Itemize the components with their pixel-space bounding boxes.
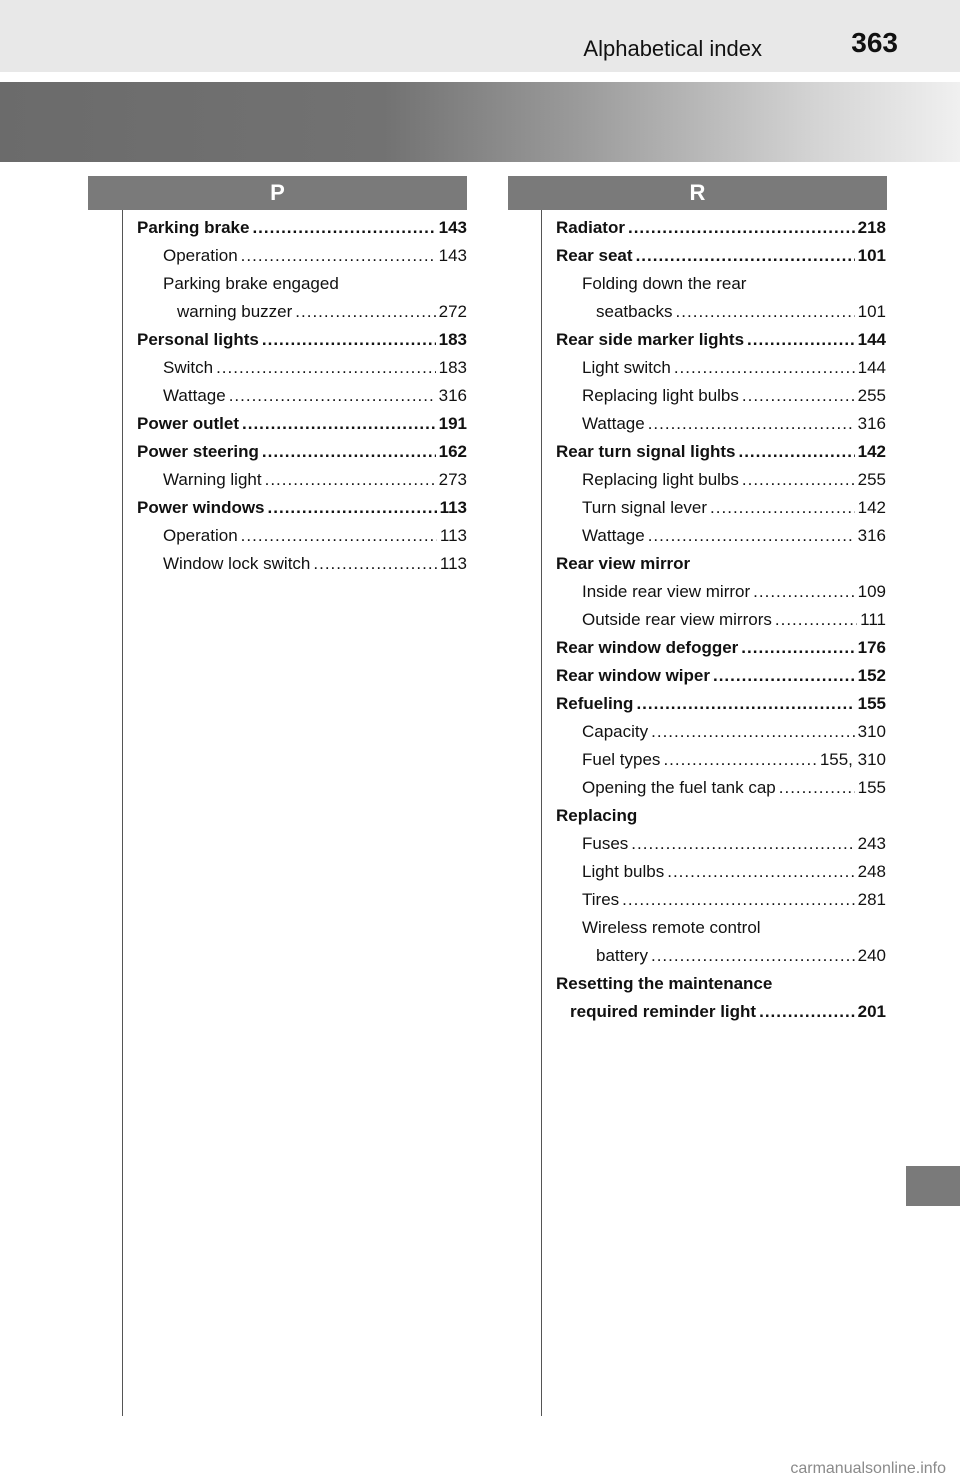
- top-bar: [0, 0, 960, 72]
- leader-dots: [636, 690, 854, 718]
- leader-dots: [631, 830, 854, 858]
- entry-text: Fuses: [582, 834, 629, 853]
- leader-dots: [775, 606, 857, 634]
- page-ref: 101: [857, 246, 886, 265]
- leader-dots: [628, 214, 855, 242]
- index-subentry: [556, 522, 886, 550]
- leader-dots: [262, 326, 436, 354]
- page-ref: 191: [438, 414, 467, 433]
- leader-dots: [262, 438, 436, 466]
- leader-dots: [636, 242, 855, 270]
- leader-dots: [742, 466, 855, 494]
- entry-text: Warning light: [163, 470, 262, 489]
- entry-text: Power steering: [137, 442, 259, 461]
- index-subentry: [137, 298, 467, 326]
- leader-dots: [252, 214, 435, 242]
- entry-text: required reminder light: [570, 1002, 757, 1021]
- leader-dots: [651, 718, 854, 746]
- index-subentry: [137, 550, 467, 578]
- leader-dots: [648, 522, 855, 550]
- page-ref: 142: [857, 498, 886, 517]
- index-subentry: [556, 382, 886, 410]
- entry-text: Resetting the maintenance: [556, 974, 773, 993]
- entry-text: Light switch: [582, 358, 671, 377]
- page-ref: 162: [438, 442, 467, 461]
- page-ref: 310: [857, 722, 886, 741]
- entry-text: Turn signal lever: [582, 498, 708, 517]
- leader-dots: [241, 522, 437, 550]
- entry-text: Light bulbs: [582, 862, 665, 881]
- page-ref: 155, 310: [819, 750, 886, 769]
- leader-dots: [268, 494, 437, 522]
- page-number: 363: [851, 27, 898, 58]
- entry-text: Radiator: [556, 218, 625, 237]
- header-banner: [0, 82, 960, 162]
- entry-text: Parking brake engaged: [163, 274, 339, 293]
- leader-dots: [622, 886, 854, 914]
- entry-text: Inside rear view mirror: [582, 582, 751, 601]
- index-subentry: [556, 298, 886, 326]
- index-subentry: [556, 718, 886, 746]
- index-subentry: [137, 466, 467, 494]
- index-subentry: [556, 494, 886, 522]
- page-ref: 273: [438, 470, 467, 489]
- page-ref: 113: [439, 554, 467, 573]
- index-subentry: [137, 522, 467, 550]
- index-entry: [556, 634, 886, 662]
- leader-dots: [667, 858, 854, 886]
- leader-dots: [651, 942, 855, 970]
- page-ref: 155: [857, 778, 886, 797]
- entry-text: Power windows: [137, 498, 265, 517]
- entry-text: Rear window wiper: [556, 666, 710, 685]
- entry-text: Opening the fuel tank cap: [582, 778, 776, 797]
- entry-text: Parking brake: [137, 218, 250, 237]
- page-ref: 143: [438, 246, 467, 265]
- entry-text: Folding down the rear: [582, 274, 747, 293]
- leader-dots: [663, 746, 816, 774]
- entry-text: Rear turn signal lights: [556, 442, 736, 461]
- index-subentry: [556, 578, 886, 606]
- entry-text: Replacing light bulbs: [582, 386, 739, 405]
- index-entry: [556, 998, 886, 1026]
- page-ref: 255: [857, 386, 886, 405]
- index-subentry: [556, 270, 886, 298]
- watermark: carmanualsonline.info: [790, 1460, 946, 1477]
- leader-dots: [738, 438, 854, 466]
- leader-dots: [295, 298, 435, 326]
- index-subentry: [556, 886, 886, 914]
- index-column-p: [137, 214, 467, 578]
- entry-text: seatbacks: [596, 302, 673, 321]
- page-ref: 111: [860, 610, 886, 629]
- leader-dots: [229, 382, 436, 410]
- index-subentry: [137, 270, 467, 298]
- index-subentry: [137, 242, 467, 270]
- index-entry: [556, 214, 886, 242]
- entry-text: Capacity: [582, 722, 649, 741]
- entry-text: Operation: [163, 526, 238, 545]
- entry-text: Wattage: [582, 414, 645, 433]
- leader-dots: [676, 298, 855, 326]
- index-entry: [556, 970, 886, 998]
- entry-text: Outside rear view mirrors: [582, 610, 772, 629]
- index-entry: [556, 242, 886, 270]
- leader-dots: [713, 662, 855, 690]
- page-ref: 218: [857, 218, 886, 237]
- page-ref: 316: [438, 386, 467, 405]
- entry-text: Personal lights: [137, 330, 259, 349]
- leader-dots: [674, 354, 855, 382]
- entry-text: Tires: [582, 890, 620, 909]
- index-entry: [556, 802, 886, 830]
- leader-dots: [741, 634, 854, 662]
- page-ref: 272: [438, 302, 467, 321]
- leader-dots: [265, 466, 436, 494]
- column-rule-p: [122, 210, 123, 1416]
- leader-dots: [710, 494, 855, 522]
- entry-text: Replacing: [556, 806, 638, 825]
- index-entry: [556, 326, 886, 354]
- entry-text: battery: [596, 946, 648, 965]
- leader-dots: [313, 550, 437, 578]
- page-ref: 183: [438, 358, 467, 377]
- index-subentry: [556, 774, 886, 802]
- leader-dots: [759, 998, 855, 1026]
- leader-dots: [648, 410, 855, 438]
- index-subentry: [556, 942, 886, 970]
- index-subentry: [556, 830, 886, 858]
- index-column-r: [556, 214, 886, 1026]
- index-entry: [556, 662, 886, 690]
- index-entry: [556, 550, 886, 578]
- leader-dots: [241, 242, 436, 270]
- page-ref: 144: [857, 330, 886, 349]
- index-subentry: [556, 746, 886, 774]
- index-subentry: [556, 914, 886, 942]
- page-ref: 316: [857, 414, 886, 433]
- index-entry: [137, 438, 467, 466]
- page-ref: 281: [857, 890, 886, 909]
- page-ref: 143: [438, 218, 467, 237]
- index-subentry: [556, 410, 886, 438]
- index-entry: [137, 214, 467, 242]
- entry-text: Wattage: [582, 526, 645, 545]
- entry-text: Switch: [163, 358, 214, 377]
- entry-text: Operation: [163, 246, 238, 265]
- entry-text: Fuel types: [582, 750, 661, 769]
- entry-text: Rear window defogger: [556, 638, 739, 657]
- page-ref: 113: [439, 498, 467, 517]
- index-subentry: [556, 466, 886, 494]
- index-subentry: [556, 606, 886, 634]
- index-entry: [556, 438, 886, 466]
- page-ref: 176: [857, 638, 886, 657]
- leader-dots: [216, 354, 436, 382]
- page-ref: 240: [857, 946, 886, 965]
- leader-dots: [753, 578, 854, 606]
- page-ref: 243: [857, 834, 886, 853]
- page-ref: 248: [857, 862, 886, 881]
- entry-text: Rear view mirror: [556, 554, 691, 573]
- page-ref: 144: [857, 358, 886, 377]
- page-ref: 255: [857, 470, 886, 489]
- entry-text: Wireless remote control: [582, 918, 761, 937]
- entry-text: Rear side marker lights: [556, 330, 745, 349]
- entry-text: warning buzzer: [177, 302, 293, 321]
- entry-text: Power outlet: [137, 414, 240, 433]
- page-ref: 201: [857, 1002, 886, 1021]
- index-entry: [137, 410, 467, 438]
- entry-text: Wattage: [163, 386, 226, 405]
- section-header-r: R: [508, 176, 887, 210]
- page-ref: 101: [857, 302, 886, 321]
- page-ref: 183: [438, 330, 467, 349]
- page-ref: 109: [857, 582, 886, 601]
- index-entry: [137, 326, 467, 354]
- page-ref: 113: [439, 526, 467, 545]
- page-ref: 155: [857, 694, 886, 713]
- index-entry: [556, 690, 886, 718]
- leader-dots: [242, 410, 436, 438]
- leader-dots: [742, 382, 855, 410]
- page-ref: 152: [857, 666, 886, 685]
- entry-text: Window lock switch: [163, 554, 311, 573]
- page-ref: 316: [857, 526, 886, 545]
- leader-dots: [747, 326, 855, 354]
- page-ref: 142: [857, 442, 886, 461]
- entry-text: Refueling: [556, 694, 634, 713]
- index-subentry: [556, 354, 886, 382]
- entry-text: Rear seat: [556, 246, 633, 265]
- page-title: Alphabetical index: [583, 36, 762, 61]
- index-subentry: [556, 858, 886, 886]
- index-subentry: [137, 354, 467, 382]
- index-subentry: [137, 382, 467, 410]
- entry-text: Replacing light bulbs: [582, 470, 739, 489]
- column-rule-r: [541, 210, 542, 1416]
- leader-dots: [779, 774, 855, 802]
- index-entry: [137, 494, 467, 522]
- section-side-tab: [906, 1166, 960, 1206]
- section-header-p: P: [88, 176, 467, 210]
